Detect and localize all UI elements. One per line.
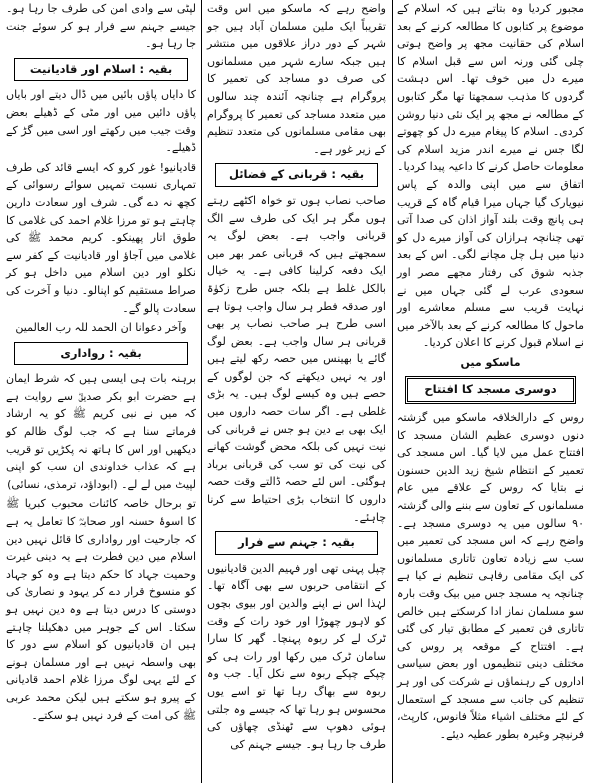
closing-line: وآخر دعوانا ان الحمد للہ رب العالمین [15, 321, 187, 335]
article-heading: دوسری مسجد کا افتتاح [405, 376, 576, 404]
right-column [392, 0, 590, 783]
article-paragraph: مجبور کردیا وہ بتاتے ہیں کہ اسلام کے موضوع پر کتابوں کا مطالعہ کرنے کے بعد اسلام کی حقانیت مجھ پر واضح ہوتی چلی گئی ورنہ اس سے قبل اسلام کا میرے دل میں خوف تھا۔ اس دہشت گردوں کا مذہب سمجھتا تھا مگر کتابوں کے مطالعہ نے مجھ پر ایک نئی دنیا روشن کردی۔ اسلام کا پیغام میرے دل کو چھوتے لگا جس نے میرے اندر مزید اسلام کی معلومات حاصل کرنے کا داعیہ پیدا کردیا۔ اتفاق سے میں اپنی والدہ کے پاس نیویارک گیا جہاں میرا قیام گاہ کے قریب ہی پانچ وقت بلند آواز اذان کی صدا آتی تھی چنانچہ ہرازان کی آواز میرے دل کو دنیا میں ہل چل مچانے لگی۔ اس کے بعد جذبہ شوق کی رفتار مجھے مصر اور سعودی عرب لے گئی جہاں میں نے نہایت قریب سے مسلم معاشرے اور ماحول کا مطالعہ کرنے کے بعد بالآخر میں نے اسلام قبول کرنے کا اعلان کردیا۔ [397, 2, 584, 350]
article-paragraph: کا دایاں پاؤں بائیں میں ڈال دیتے اور بایاں پاؤں دائیں میں اور مٹی کے ڈھیلے بعض وقت جیب میں رکھتے اور اسی میں گڑ کے ڈھیلے۔ [6, 88, 196, 155]
continuation-heading: بقیہ : رواداری [14, 342, 188, 366]
article-paragraph: چپل پہنی تھی اور فہیم الدین قادیانیوں کے انتقامی حربوں سے بھی آگاہ تھا۔ لہٰذا اس نے اپنے والدین اور بیوی بچوں کو لاہور چھوڑا اور خود رات کے وقت ٹرک لے کر ربوہ پہنچا۔ گھر کا سارا سامان ٹرک میں رکھا اور رات ہی کو چپکے چپکے ربوہ سے نکل آیا۔ جب وہ ربوہ سے بھاگ رہا تھا تو اسے یوں محسوس ہو رہا تھا کہ جیسے وہ جلتی ہوئی دھوپ سے ٹھنڈی چھاؤں کی طرف جا رہا ہو۔ جیسے جہنم کی [207, 561, 386, 751]
article-paragraph: روس کے دارالخلافہ ماسکو میں گزشتہ دنوں دوسری عظیم الشان مسجد کا افتتاح عمل میں لایا گیا۔ اس مسجد کی تعمیر کے انتظام شیخ زید الدین حسنون نے بتایا کہ روس کے علاقے میں عام مسلمانوں کے تعاون سے بننے والی گزشتہ ۹۰ سالوں میں یہ دوسری مسجد ہے۔ واضح رہے کہ اس مسجد کی تعمیر میں سب سے زیادہ تعاون تاتاری مسلمانوں کی ایک مقامی رفاہی تنظیم نے کیا ہے چنانچہ یہ مسجد جس میں بیک وقت بارہ سو مسلمان نماز ادا کرسکتے ہیں خالص تاتاری فن تعمیر کے مطابق تیار کی گئی ہے۔ افتتاح کے موقعہ پر روس کی مختلف دینی تنظیموں اور بعض سیاسی اداروں کے رہنماؤں نے شرکت کی اور ہر تنظیم کی جانب سے مسجد کے استعمال کے لئے مختلف اشیاء مثلاً فانوس، کارپٹ، فرنیچر وغیرہ بطور عطیہ دیئے۔ [397, 411, 584, 741]
left-column [0, 0, 200, 783]
continuation-heading: بقیہ : قربانی کے فضائل [215, 163, 378, 187]
continuation-heading: بقیہ : اسلام اور قادیانیت [14, 58, 188, 82]
article-paragraph: برہنہ بات ہی ایسی ہیں کہ شرط ایمان ہے حضرت ابو بکر صدیقؓ سے روایت ہے کہ میں نے نبی کریم ﷺ کو یہ ارشاد فرماتے سنا ہے کہ جب لوگ ظالم کو دیکھیں اور اس کا ہاتھ نہ پکڑیں تو قریب ہے کہ عذاب خداوندی ان سب کو اپنی لپیٹ میں لے لے۔ (ابوداؤد، ترمذی، نسائی) [6, 372, 196, 491]
article-paragraph: تو برحال خاصہ کائنات محبوب کبریا ﷺ کا اسوۂ حسنہ اور صحابہؓ کا تعامل یہ ہے کہ جارحیت اور رواداری کا قائل نہیں دین اسلام میں دین فطرت ہے یہ دینی غیرت وحمیت جہاد کا حکم دیتا ہے وہ کو جہاد کو منسوخ قرار دے کر یہود و نصاریٰ کی دوستی کا درس دیتا ہے وہ دین نہیں ہو سکتا۔ اس کے جوہر میں دھکیلنا چاہتے ہیں ان قادیانیوں کو اسلام سے دور کا بھی واسطہ نہیں ہے اور مسلمان ہونے کے لئے یہی لوگ مرزا غلام احمد قادیانی کے پیرو ہو سکتے ہیں لیکن محمد عربی ﷺ کی امت کے فرد نہیں ہو سکتے۔ [6, 497, 196, 722]
article-paragraph: صاحب نصاب ہوں تو خواہ اکٹھے رہتے ہوں مگر ہر ایک کی طرف سے الگ قربانی واجب ہے۔ بعض لوگ یہ سمجھتے ہیں کہ قربانی عمر بھر میں ایک دفعہ کرلینا کافی ہے۔ یہ خیال بالکل غلط ہے بلکہ جس طرح زکوٰۃ اور صدقہ فطر ہر سال واجب ہوتا ہے اسی طرح ہر صاحب نصاب پر بھی قربانی ہر سال واجب ہے۔ بعض لوگ گائے یا بھینس میں حصہ رکھ لیتے ہیں اور یہ نہیں دیکھتے کہ جن لوگوں کے حصے ہیں وہ کیسے لوگ ہیں۔ یہ بڑی غلطی ہے۔ اگر سات حصہ داروں میں ایک بھی بے دین ہو جس نے قربانی کی نیت نہیں کی بلکہ محض گوشت کھانے کی نیت کی تو سب کی قربانی برباد ہوگئی۔ اس لئے حصہ ڈالتے وقت حصہ داروں کا انتخاب بڑی احتیاط سے کرنا چاہئے۔ [207, 193, 386, 524]
middle-column [201, 0, 391, 783]
continuation-heading: بقیہ : جہنم سے فرار [215, 531, 378, 555]
article-paragraph: واضح رہے کہ ماسکو میں اس وقت تقریباً ایک ملین مسلمان آباد ہیں جو شہر کے دور دراز علاقوں میں منتشر ہیں جبکہ سارے شہر میں مسلمانوں کی صرف دو مساجد کی تعمیر کا پروگرام ہے چنانچہ آئندہ چند سالوں میں متعدد مساجد کی تعمیر کا پروگرام بھی مقامی مسلمانوں کی متعدد تنظیم کے زیر غور ہے۔ [207, 2, 386, 156]
section-label: ماسکو میں [460, 355, 521, 369]
article-paragraph: لپٹی سے وادی امن کی طرف جا رہا ہو۔ جیسے جہنم سے فرار ہو کر سوئے جنت جا رہا ہو۔ [6, 2, 196, 51]
article-paragraph: قادیانیو! غور کرو کہ ایسے قائد کی طرف تمہاری نسبت تمہیں سوائے رسوائی کے کچھ نہ دے گی۔ شرف اور سعادت دارین چاہتے ہو تو مرزا غلام احمد کی غلامی کا طوق اتار پھینکو۔ کریم محمد ﷺ کی غلامی میں آجاؤ اور قادیانیت کے کفر سے نکلو اور دین اسلام میں داخل ہو کر صراط مستقیم کو اپنالو۔ دنیا و آخرت کی سعادت پالو گے۔ [6, 160, 196, 315]
